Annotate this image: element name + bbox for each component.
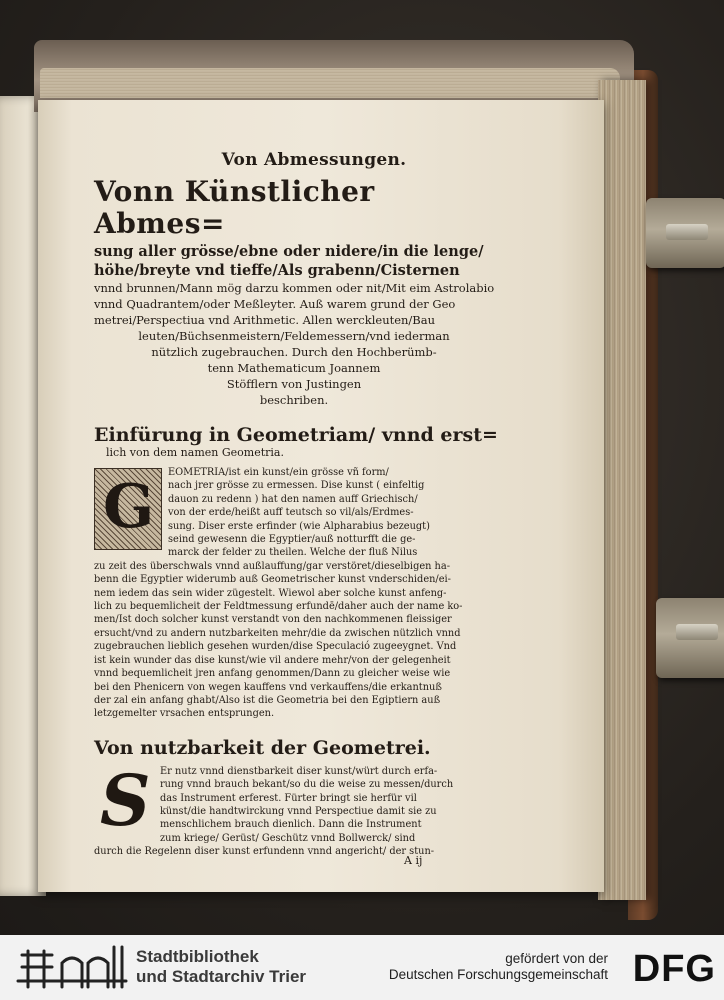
body-line: seind gewesenn die Egyptier/auß notturfft die ge- <box>168 534 416 546</box>
body-line: menschlichem brauch dienlich. Dann die Instrument <box>160 819 422 831</box>
body-line: der zal ein anfang ghabt/Also ist die Geometria bei den Egiptiern auß <box>94 694 441 706</box>
body-line: Er nutz vnnd dienstbarkeit diser kunst/würt durch erfa- <box>160 765 438 777</box>
book-clasp-bottom <box>656 598 724 678</box>
body-line: marck der felder zu theilen. Welche der fluß Nilus <box>168 547 418 559</box>
body-line: EOMETRIA/ist ein kunst/ein grösse vñ form/ <box>168 467 389 478</box>
body-line: sung. Diser erste erfinder (wie Alpharabius bezeugt) <box>168 520 430 532</box>
body-line: dauon zu redenn ) hat den namen auff Griechisch/ <box>168 493 418 505</box>
signature-mark: A ij <box>404 854 423 867</box>
subtitle-line: nützlich zugebrauchen. Durch den Hochberümb- <box>151 345 437 359</box>
book-clasp-top <box>646 198 724 268</box>
body-line: nach jrer grösse zu ermessen. Dise kunst ( einfeltig <box>168 480 425 492</box>
book-page <box>38 100 604 892</box>
subtitle-line: tenn Mathematicum Joannem <box>207 361 381 375</box>
library-logo-icon <box>14 941 130 993</box>
title-large: Vonn Künstlicher Abmes= <box>94 175 375 240</box>
running-head: Von Abmessungen. <box>221 150 407 170</box>
library-name <box>136 947 306 987</box>
library-name-line1: Stadtbibliothek <box>136 947 259 966</box>
clasp-pin <box>676 624 718 640</box>
body-line: ist kein wunder das dise kunst/wie vil andere mehr/von der gelegenheit <box>94 654 451 666</box>
subtitle-line: metrei/Perspectiua vnd Arithmetic. Allen werckleuten/Bau <box>94 313 436 327</box>
sponsor-text <box>389 951 608 983</box>
subtitle-line: leuten/Büchsenmeistern/Feldemessern/vnd iederman <box>138 329 450 343</box>
body-line: künst/die handtwirckung vnnd Perspectiue damit sie zu <box>160 805 437 817</box>
body-line: lich zu bequemlicheit der Feldtmessung erfundē/daher auch der name ko- <box>94 601 463 613</box>
subtitle-line: vnnd brunnen/Mann mög darzu kommen oder nit/Mit eim Astrolabio <box>94 281 495 295</box>
section-introduction-body <box>94 466 494 721</box>
body-line: letzgemelter vrsachen entsprungen. <box>94 708 275 720</box>
page-fore-edge <box>598 80 646 900</box>
body-line: benn die Egyptier widerumb auß Geometrischer kunst vnderschiden/ei- <box>94 574 451 586</box>
subtitle-line: beschriben. <box>259 393 329 407</box>
section-heading-introduction-sub: lich von dem namen Geometria. <box>106 446 284 459</box>
body-line: men/Ist doch solcher kunst verstandt von den nachkommenen fleissiger <box>94 614 452 626</box>
initial-letter: S <box>100 758 151 842</box>
dfg-logo: DFG <box>632 948 716 990</box>
page-text-block <box>94 150 498 859</box>
section-usefulness-body <box>94 758 494 859</box>
body-line: rung vnnd brauch bekant/so du die weise zu messen/durch <box>160 779 454 791</box>
subtitle-line: vnnd Quadrantem/oder Meßleyter. Auß warem grund der Geo <box>94 297 456 311</box>
clasp-pin <box>666 224 708 240</box>
body-line: von der erde/heißt auff teutsch so vil/als/Erdmes- <box>168 507 414 519</box>
section-heading-introduction: Einfürung in Geometriam/ vnnd erst= <box>94 424 498 446</box>
body-line: zugebrauchen lieblich gesehen wurden/dise Speculació zugeeygnet. Vnd <box>94 641 457 653</box>
body-line: ersucht/vnd zu andern nutzbarkeiten mehr/die da zwischen nützlich vnnd <box>94 627 461 639</box>
section-heading-usefulness-text: Von nutzbarkeit der Geometrei. <box>94 736 431 759</box>
body-line: nem iedem das sein wider zügestelt. Wiewol aber solche kunst anfeng- <box>94 587 447 599</box>
title-line: sung aller grösse/ebne oder nidere/in die lenge/ <box>94 243 484 260</box>
body-line: zu zeit des überschwals vnnd außlauffung/gar verstöret/dieselbigen ha- <box>94 560 451 572</box>
page-stack-top <box>40 68 620 98</box>
body-line: durch die Regelenn diser kunst erfundenn vnnd angericht/ der stun- <box>94 846 435 858</box>
body-line: das Instrument erferest. Fürter bringt sie herfür vil <box>160 792 417 804</box>
body-line: vnnd bequemlicheit jren anfang genommen/Dann zu gleicher weise wie <box>94 668 451 680</box>
subtitle-line: Stöfflern von Justingen <box>226 377 362 391</box>
decorative-initial-s <box>94 758 154 842</box>
body-line: zum kriege/ Gerüst/ Geschütz vnnd Bollwerck/ sind <box>160 832 416 844</box>
sponsor-line1: gefördert von der <box>505 951 608 966</box>
sponsor-line2: Deutschen Forschungsgemeinschaft <box>388 967 608 982</box>
woodcut-initial-g <box>94 468 162 550</box>
title-line: höhe/breyte vnd tieffe/Als grabenn/Cisternen <box>94 262 460 279</box>
library-name-line2: und Stadtarchiv Trier <box>136 967 307 986</box>
initial-letter: G <box>103 472 155 542</box>
footer-bar <box>0 935 724 1000</box>
section-heading-usefulness <box>94 737 494 759</box>
body-line: bei den Phenicern von wegen kauffens vnd verkauffens/die erkantnuß <box>94 681 442 693</box>
